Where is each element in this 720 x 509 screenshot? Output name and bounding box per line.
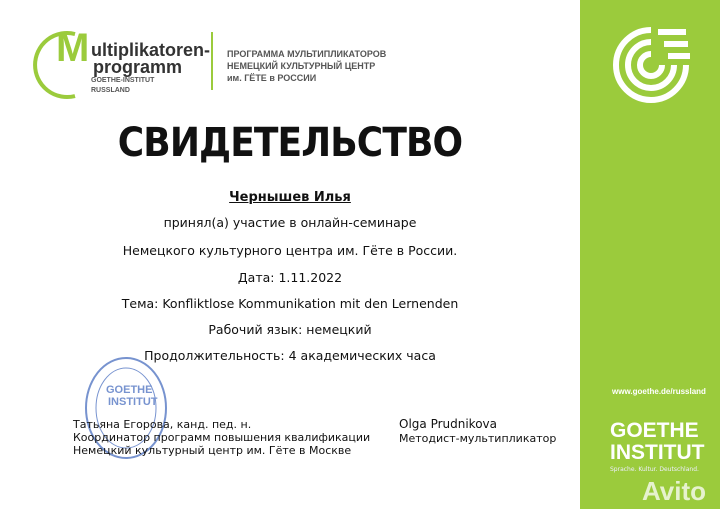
brand-name	[610, 420, 705, 464]
signatory-role: Координатор программ повышения квалификации	[73, 431, 371, 444]
signatory-role: Методист-мультипликатор	[399, 432, 557, 445]
watermark: Avito	[642, 476, 707, 506]
logo-line-3: GOETHE-INSTITUT	[91, 77, 155, 84]
certificate-title: СВИДЕТЕЛЬСТВО	[117, 120, 463, 166]
header-ru-line: ПРОГРАММА МУЛЬТИПЛИКАТОРОВ	[227, 49, 387, 59]
logo-line-2: programm	[93, 57, 183, 77]
logo-line-1: ultiplikatoren-	[91, 40, 211, 60]
program-logo	[91, 42, 210, 96]
signatory-name: Татьяна Егорова, канд. пед. н.	[73, 418, 252, 431]
body-line: Немецкого культурного центра им. Гёте в России.	[122, 243, 458, 258]
date-line: Дата: 1.11.2022	[237, 270, 343, 285]
divider	[211, 32, 213, 90]
header-ru-line: им. ГЁТЕ в РОССИИ	[227, 73, 317, 83]
topic-line: Тема: Konfliktlose Kommunikation mit den Lernenden	[121, 296, 459, 311]
signatory-name: Olga Prudnikova	[399, 417, 498, 431]
signatory-org: Немецкий культурный центр им. Гёте в Москве	[73, 444, 352, 457]
brand-line-2: INSTITUT	[610, 441, 705, 464]
logo-line-4: RUSSLAND	[91, 87, 130, 94]
brand-tagline: Sprache. Kultur. Deutschland.	[610, 466, 699, 473]
logo-letter: M	[56, 26, 90, 70]
signature-left	[73, 418, 370, 457]
svg-text:GOETHE: GOETHE	[106, 384, 153, 396]
goethe-logo-icon	[608, 22, 694, 108]
header-ru-line: НЕМЕЦКИЙ КУЛЬТУРНЫЙ ЦЕНТР	[227, 61, 376, 71]
svg-text:INSTITUT: INSTITUT	[108, 396, 158, 408]
brand-panel	[580, 0, 720, 509]
language-line: Рабочий язык: немецкий	[208, 322, 372, 337]
duration-line: Продолжительность: 4 академических часа	[144, 348, 436, 363]
header-ru	[227, 48, 386, 84]
signature-right	[399, 417, 556, 445]
recipient-name: Чернышев Илья	[229, 190, 351, 205]
brand-line-1: GOETHE	[610, 419, 699, 442]
body-line: принял(а) участие в онлайн-семинаре	[163, 215, 417, 230]
website-url[interactable]: www.goethe.de/russland	[612, 387, 706, 396]
